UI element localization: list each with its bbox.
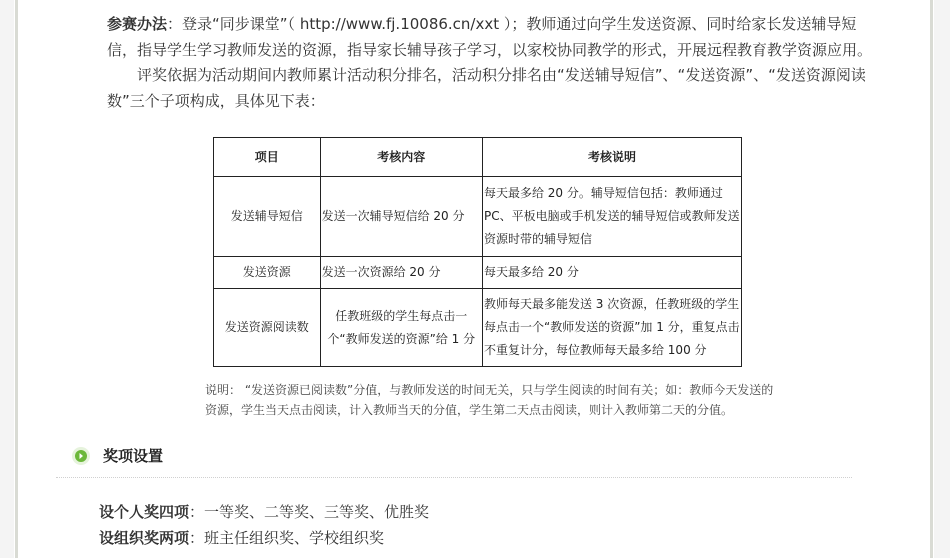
personal-awards-label: 设个人奖四项 bbox=[99, 503, 190, 521]
table-row bbox=[214, 289, 742, 367]
table-header-row bbox=[214, 138, 742, 177]
cell-desc: 每天最多给 20 分 bbox=[482, 257, 741, 289]
personal-awards bbox=[99, 499, 429, 525]
page-frame-left-border bbox=[15, 0, 18, 558]
scoring-table bbox=[213, 137, 742, 367]
intro-text bbox=[107, 12, 877, 114]
cell-content: 发送一次辅导短信给 20 分 bbox=[320, 177, 482, 257]
cell-item: 发送辅导短信 bbox=[214, 177, 321, 257]
section-divider bbox=[56, 477, 852, 478]
cell-content: 发送一次资源给 20 分 bbox=[320, 257, 482, 289]
cell-content: 任教班级的学生每点击一个“教师发送的资源”给 1 分 bbox=[320, 289, 482, 367]
org-awards-text: ：班主任组织奖、学校组织奖 bbox=[189, 529, 385, 547]
note-text: 说明： “发送资源已阅读数”分值，与教师发送的时间无关，只与学生阅读的时间有关；如：教师今天发送的资源，学生当天点击阅读，计入教师当天的分值，学生第二天点击阅读，则计入教师第二天的分值。 bbox=[205, 383, 774, 417]
org-awards-label: 设组织奖两项 bbox=[99, 529, 190, 547]
table-row bbox=[214, 257, 742, 289]
method-paragraph bbox=[107, 12, 877, 63]
table-note bbox=[205, 380, 775, 420]
page-frame-right bbox=[934, 0, 950, 558]
personal-awards-text: ：一等奖、二等奖、三等奖、优胜奖 bbox=[189, 503, 430, 521]
cell-desc: 教师每天最多能发送 3 次资源，任教班级的学生每点击一个“教师发送的资源”加 1 分，重复点击不重复计分，每位教师每天最多给 100 分 bbox=[482, 289, 741, 367]
cell-item: 发送资源阅读数 bbox=[214, 289, 321, 367]
table-row bbox=[214, 177, 742, 257]
method-text: ：登录“同步课堂”（ http://www.fj.10086.cn/xxt ）；教师通过向学生发送资源、同时给家长发送辅导短信，指导学生学习教师发送的资源，指导家长辅导孩子学习，以家校协同教学的形式，开展远程教育教学资源应用。 bbox=[107, 15, 873, 59]
method-label: 参赛办法 bbox=[107, 15, 168, 33]
cell-desc: 每天最多给 20 分。辅导短信包括：教师通过PC、平板电脑或手机发送的辅导短信或教师发送资源时带的辅导短信 bbox=[482, 177, 741, 257]
org-awards bbox=[99, 525, 429, 551]
cell-item: 发送资源 bbox=[214, 257, 321, 289]
page-frame-right-border bbox=[930, 0, 933, 558]
awards-list bbox=[99, 499, 429, 551]
header-desc: 考核说明 bbox=[482, 138, 741, 177]
page-frame-left bbox=[0, 0, 14, 558]
header-content: 考核内容 bbox=[320, 138, 482, 177]
criteria-paragraph: 评奖依据为活动期间内教师累计活动积分排名，活动积分排名由“发送辅导短信”、“发送资源”、“发送资源阅读数”三个子项构成，具体见下表： bbox=[107, 66, 866, 110]
header-item: 项目 bbox=[214, 138, 321, 177]
arrow-circle-icon bbox=[71, 446, 91, 466]
section-title: 奖项设置 bbox=[103, 447, 164, 465]
